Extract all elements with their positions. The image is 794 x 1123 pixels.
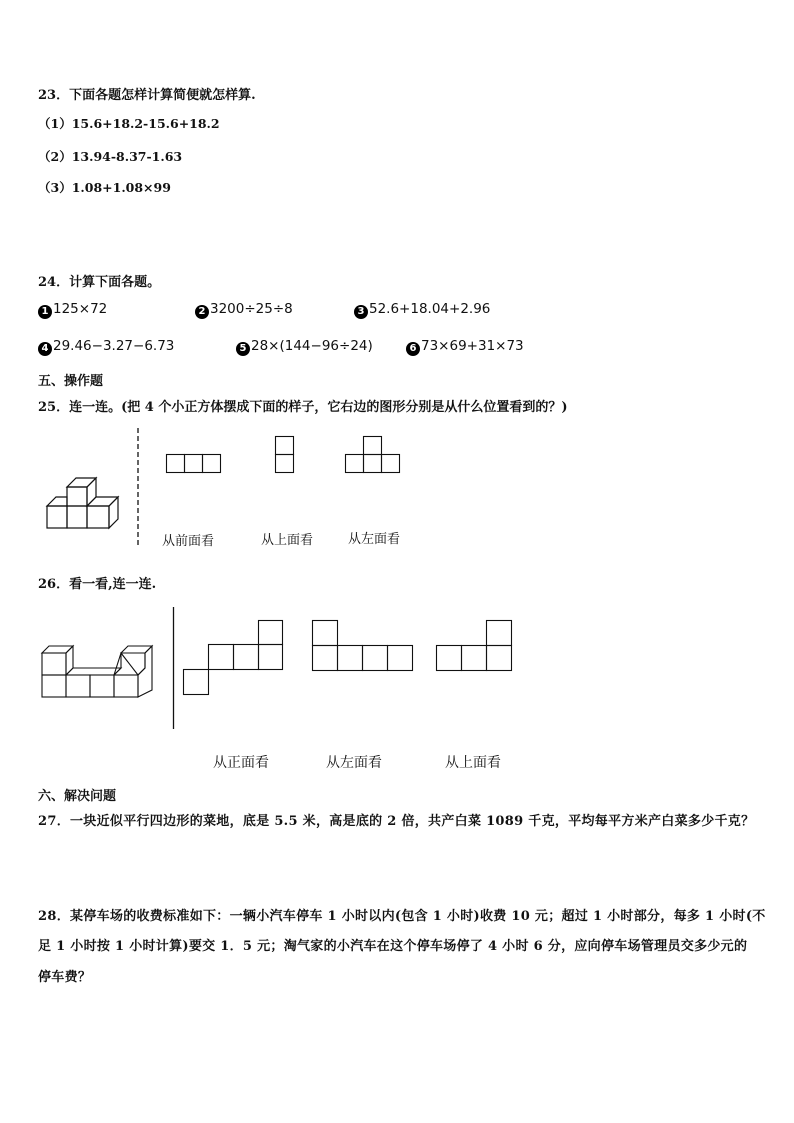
q24-expr-4: 29.46−3.27−6.73: [53, 338, 175, 354]
q26-view-staircase: [183, 620, 285, 696]
q26-label-left: 从左面看: [326, 755, 382, 771]
q24-expr-2: 3200÷25÷8: [210, 301, 293, 317]
q26-title: 26．看一看,连一连.: [38, 577, 157, 592]
q25-view-t-shape: [345, 436, 403, 474]
q24-item-4: [38, 338, 174, 356]
q23-title: 23．下面各题怎样计算简便就怎样算.: [38, 88, 256, 103]
q25-label-left: 从左面看: [348, 532, 401, 547]
q25-label-front: 从前面看: [162, 534, 215, 549]
q24-item-2: [195, 301, 293, 319]
section-6-heading: 六、解决问题: [38, 789, 117, 804]
q24-item-1: [38, 301, 107, 319]
q24-expr-6: 73×69+31×73: [421, 338, 524, 354]
circled-number-2: 2: [195, 305, 209, 319]
circled-number-6: 6: [406, 342, 420, 356]
q23-item-2: （2）13.94-8.37-1.63: [38, 149, 183, 164]
q24-item-6: [406, 338, 524, 356]
circled-number-1: 1: [38, 305, 52, 319]
q23-item-3: （3）1.08+1.08×99: [38, 180, 171, 195]
circled-number-3: 3: [354, 305, 368, 319]
circled-number-4: 4: [38, 342, 52, 356]
q25-cube-stack-figure: [44, 470, 134, 532]
section-5-heading: 五、操作题: [38, 374, 104, 389]
q25-cube-bottom-right: [87, 506, 109, 528]
q28-line-3: 停车费？: [38, 970, 92, 985]
q25-view-two-stacked: [275, 436, 295, 474]
q26-label-top: 从上面看: [445, 755, 501, 771]
q26-label-front: 从正面看: [213, 755, 269, 771]
q24-title: 24．计算下面各题。: [38, 275, 161, 290]
q24-item-5: [236, 338, 373, 356]
q25-title: 25．连一连。(把 4 个小正方体摆成下面的样子，它右边的图形分别是从什么位置看到的？): [38, 400, 568, 415]
q24-expr-3: 52.6+18.04+2.96: [369, 301, 491, 317]
q24-expr-1: 125×72: [53, 301, 108, 317]
q25-view-three-row: [166, 454, 222, 474]
q28-line-2: 足 1 小时按 1 小时计算)要交 1．5 元；淘气家的小汽车在这个停车场停了 4 小时 6 分，应向停车场管理员交多少元的: [38, 939, 748, 954]
q26-cube-figure: [41, 643, 156, 699]
q27-text: 27．一块近似平行四边形的菜地，底是 5.5 米，高是底的 2 倍，共产白菜 1089 千克，平均每平方米产白菜多少千克？: [38, 814, 755, 829]
q25-dashed-divider: [136, 428, 140, 546]
q25-cube-top: [67, 487, 87, 506]
q26-divider: [172, 607, 175, 729]
q24-expr-5: 28×(144−96÷24): [251, 338, 373, 354]
q26-view-right-raised: [436, 620, 514, 672]
q24-item-3: [354, 301, 490, 319]
q26-view-left-raised: [312, 620, 414, 672]
q28-line-1: 28．某停车场的收费标准如下：一辆小汽车停车 1 小时以内(包含 1 小时)收费 10 元；超过 1 小时部分，每多 1 小时(不: [38, 909, 766, 924]
q23-item-1: （1）15.6+18.2-15.6+18.2: [38, 116, 220, 131]
q25-cube-bottom-mid: [67, 506, 87, 528]
q25-cube-bottom-left: [47, 506, 67, 528]
circled-number-5: 5: [236, 342, 250, 356]
q25-label-top: 从上面看: [261, 533, 314, 548]
